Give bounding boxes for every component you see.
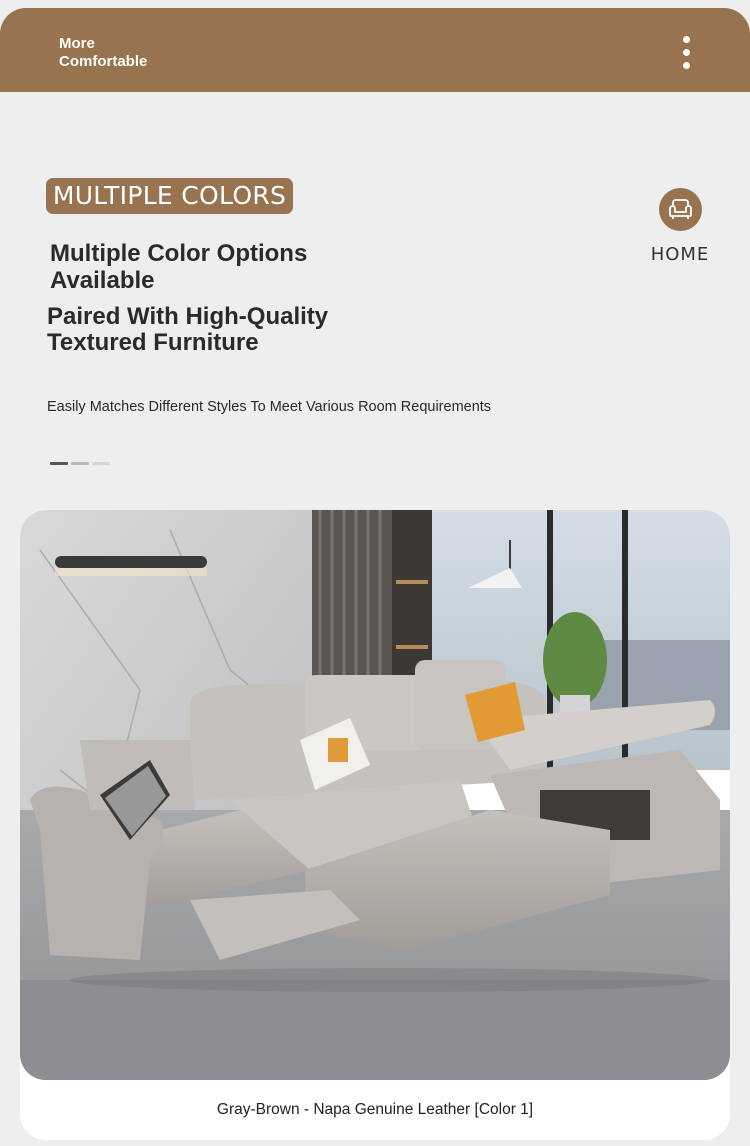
top-bar <box>0 8 750 92</box>
brand-line-1: More <box>59 35 95 52</box>
carousel-dot-2[interactable] <box>71 462 89 465</box>
carousel-dot-3[interactable] <box>92 462 110 465</box>
multiple-colors-badge: MULTIPLE COLORS <box>46 178 293 214</box>
category-label: HOME <box>650 244 710 265</box>
headline <box>50 240 470 294</box>
headline-line-2: Available <box>50 267 155 294</box>
subheadline-line-2: Textured Furniture <box>47 329 259 356</box>
sofa-photo <box>20 510 730 1080</box>
brand-logo[interactable] <box>59 35 147 71</box>
product-card[interactable] <box>20 510 730 1140</box>
armchair-icon <box>659 188 702 231</box>
product-caption: Gray-Brown - Napa Genuine Leather [Color 1] <box>216 1101 534 1118</box>
more-vertical-icon[interactable] <box>674 36 698 70</box>
sofa-illustration <box>20 510 730 1080</box>
description: Easily Matches Different Styles To Meet Various Room Requirements <box>47 399 492 415</box>
subheadline <box>47 304 467 356</box>
brand-line-2: Comfortable <box>59 53 148 70</box>
subheadline-line-1: Paired With High-Quality <box>47 303 329 330</box>
headline-line-1: Multiple Color Options <box>50 240 308 267</box>
carousel-dot-1[interactable] <box>50 462 68 465</box>
